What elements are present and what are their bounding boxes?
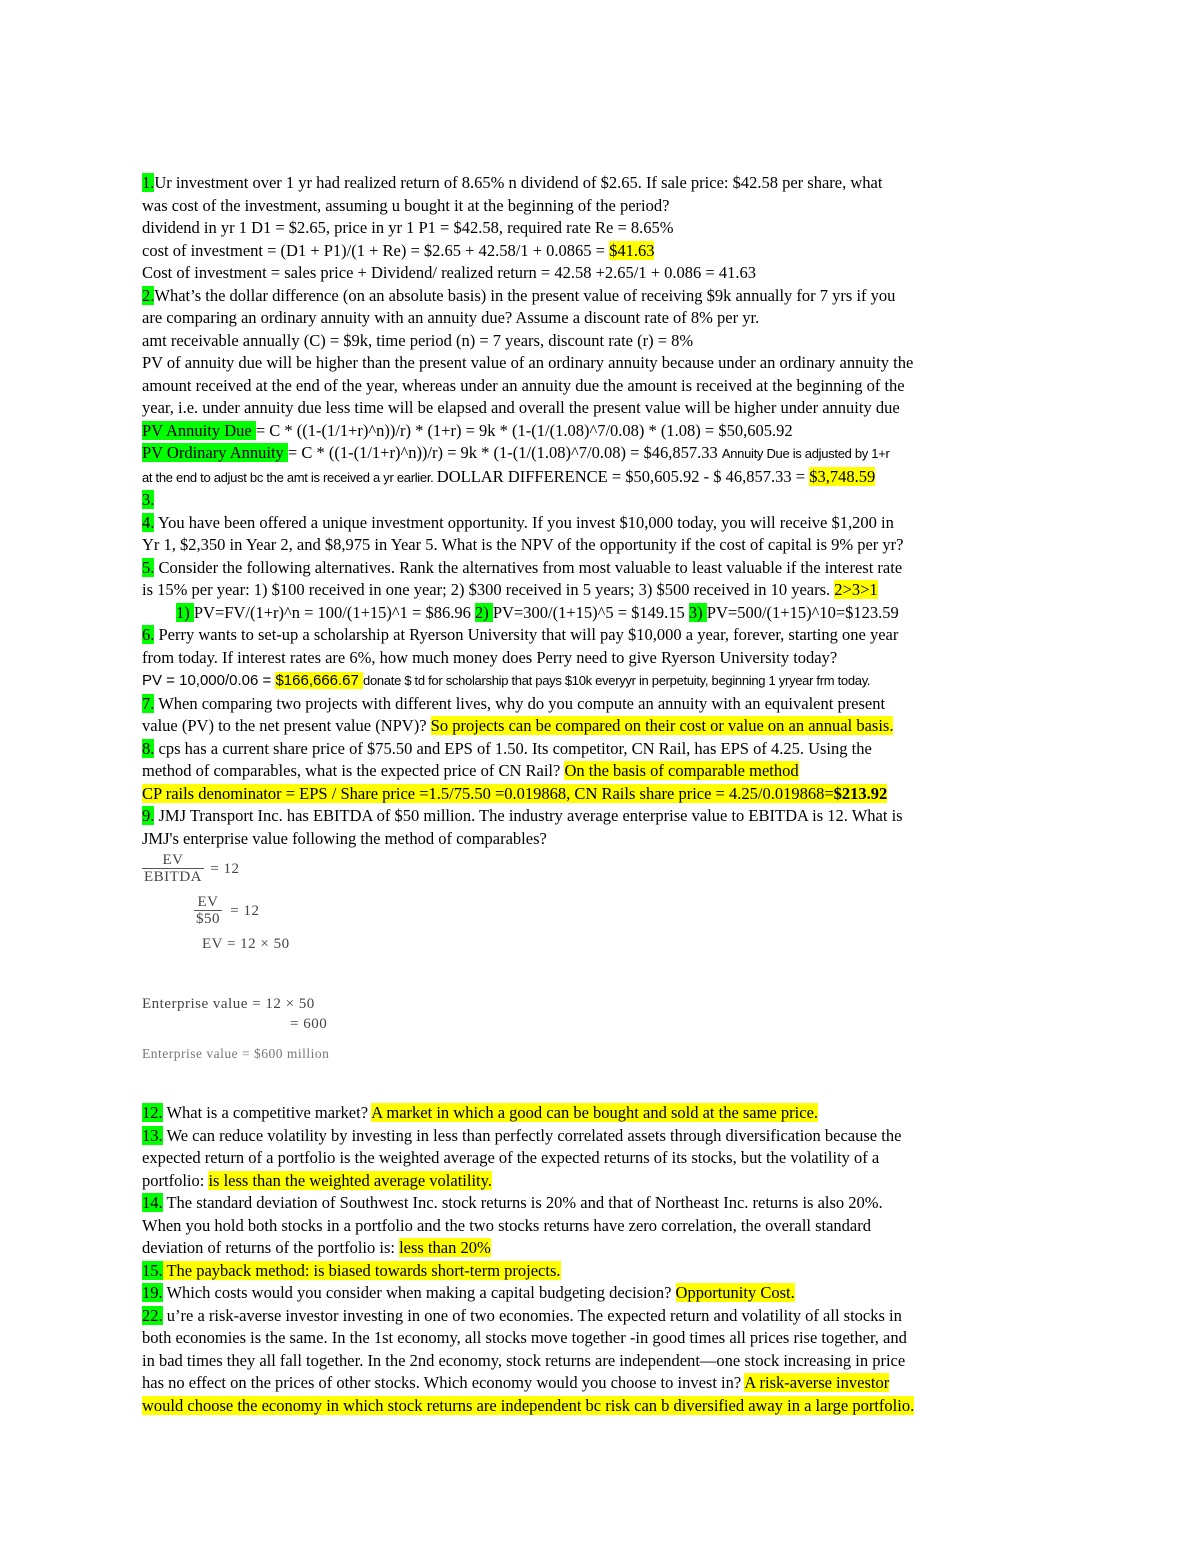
q15-answer: The payback method: is biased towards short-term projects. — [162, 1260, 561, 1280]
q19-line-1: 19. Which costs would you consider when making a capital budgeting decision? Opportunity Cost. — [142, 1283, 795, 1302]
q14-line-1: 14. The standard deviation of Southwest Inc. stock returns is 20% and that of Northeast Inc. returns is also 20%. — [142, 1193, 883, 1212]
q22-line-4: has no effect on the prices of other stocks. Which economy would you choose to invest in? A risk-averse investor — [142, 1373, 890, 1392]
q5-number: 5. — [142, 557, 155, 577]
q6-line-1: 6. Perry wants to set-up a scholarship at Ryerson University that will pay $10,000 a year, forever, starting one year — [142, 625, 899, 644]
q5-line-2: is 15% per year: 1) $100 received in one year; 2) $300 received in 5 years; 3) $500 received in 10 years. 2>3>1 — [142, 580, 878, 599]
q6-line-2: from today. If interest rates are 6%, how much money does Perry need to give Ryerson University today? — [142, 647, 838, 667]
q2-number: 2. — [142, 285, 155, 305]
q14-line-3: deviation of returns of the portfolio is: less than 20% — [142, 1238, 491, 1257]
q15-number: 15. — [142, 1260, 163, 1280]
q2-line-6: year, i.e. under annuity due less time will be elapsed and overall the present value will be higher under annuity due — [142, 398, 900, 417]
ev-ebitda-formula: $\frac{EV}{\text{EBITDA}}$ = 12 $\frac{EV}{\$50}$ = 12 EV = 12 × 50 Enterprise value = 12 × 50 = 600 Enterprise value = $600 million — [142, 852, 330, 1061]
q13-number: 13. — [142, 1125, 163, 1145]
q5-answer: 2>3>1 — [834, 580, 878, 599]
q4-number: 4. — [142, 512, 155, 532]
q9-number: 9. — [142, 806, 155, 825]
q7-answer: So projects can be compared on their cost or value on an annual basis. — [430, 716, 894, 735]
q2-line-1: 2.What’s the dollar difference (on an absolute basis) in the present value of receiving $9k annually for 7 yrs if you — [142, 285, 896, 305]
q13-line-1: 13. We can reduce volatility by investing in less than perfectly correlated assets through diversification because the — [142, 1125, 902, 1145]
q1-number: 1. — [142, 173, 155, 192]
q14-number: 14. — [142, 1193, 163, 1212]
q15-line-1 — [142, 1260, 1060, 1283]
q9-line-2: JMJ's enterprise value following the method of comparables? — [142, 828, 547, 848]
q1-line-1: 1.Ur investment over 1 yr had realized return of 8.65% n dividend of $2.65. If sale price: $42.58 per share, what — [142, 173, 883, 192]
q1-line-5: Cost of investment = sales price + Dividend/ realized return = 42.58 +2.65/1 + 0.086 = 41.63 — [142, 263, 756, 282]
q13-line-3: portfolio: is less than the weighted average volatility. — [142, 1170, 492, 1190]
q2-answer: $3,748.59 — [809, 466, 876, 486]
q8-line-2: method of comparables, what is the expected price of CN Rail? On the basis of comparable method — [142, 761, 799, 780]
q22-number: 22. — [142, 1305, 163, 1325]
q5-line-1: 5. Consider the following alternatives. Rank the alternatives from most valuable to least valuable if the interest rate — [142, 557, 903, 577]
q14-line-2: When you hold both stocks in a portfolio and the two stocks returns have zero correlation, the overall standard — [142, 1215, 872, 1235]
q19-number: 19. — [142, 1283, 163, 1302]
document-page — [142, 172, 1060, 1417]
q9-line-1: 9. JMJ Transport Inc. has EBITDA of $50 million. The industry average enterprise value to EBITDA is 12. What is — [142, 806, 903, 825]
q6-answer: $166,666.67 — [275, 672, 364, 689]
q22-answer: would choose the economy in which stock returns are independent bc risk can b diversified away in a large portfolio. — [142, 1395, 915, 1415]
q1-line-2: was cost of the investment, assuming u bought it at the beginning of the period? — [142, 195, 670, 215]
pv-annuity-due-label: PV Annuity Due — [142, 420, 256, 440]
q19-answer: Opportunity Cost. — [675, 1283, 795, 1302]
q13-line-2: expected return of a portfolio is the weighted average of the expected returns of its stocks, but the volatility of a — [142, 1148, 880, 1167]
q2-line-9: at the end to adjust bc the amt is received a yr earlier. DOLLAR DIFFERENCE = $50,605.92 - $ 46,857.33 = $3,748.59 — [142, 466, 876, 486]
q22-line-2: both economies is the same. In the 1st economy, all stocks move together -in good times all prices rise together, and — [142, 1328, 907, 1347]
q2-line-3: amt receivable annually (C) = $9k, time period (n) = 7 years, discount rate (r) = 8% — [142, 330, 694, 350]
q22-line-3: in bad times they all fall together. In the 2nd economy, stock returns are independent—one stock increasing in price — [142, 1350, 906, 1370]
q4-line-2: Yr 1, $2,350 in Year 2, and $8,975 in Year 5. What is the NPV of the opportunity if the cost of capital is 9% per yr? — [142, 535, 904, 554]
q2-line-7: PV Annuity Due = C * ((1-(1/1+r)^n))/r) * (1+r) = 9k * (1-(1/(1.08)^7/0.08) * (1.08) = $50,605.92 — [142, 420, 793, 440]
q22-line-1: 22. u’re a risk-averse investor investing in one of two economies. The expected return and volatility of all stocks in — [142, 1305, 902, 1325]
q13-answer: is less than the weighted average volatility. — [208, 1170, 492, 1190]
q7-line-2: value (PV) to the net present value (NPV)? So projects can be compared on their cost or value on an annual basis. — [142, 716, 894, 735]
q8-number: 8. — [142, 738, 155, 758]
q12-number: 12. — [142, 1103, 163, 1122]
q12-answer: A market in which a good can be bought and sold at the same price. — [371, 1103, 819, 1122]
q2-line-8: PV Ordinary Annuity = C * ((1-(1/1+r)^n))/r) = 9k * (1-(1/(1.08)^7/0.08) = $46,857.33 Annuity Due is adjusted by 1+r — [142, 443, 890, 462]
q22-line-5 — [142, 1395, 1060, 1418]
q7-line-1: 7. When comparing two projects with different lives, why do you compute an annuity with an equivalent present — [142, 693, 886, 713]
q14-answer: less than 20% — [399, 1238, 491, 1257]
q8-line-3: CP rails denominator = EPS / Share price =1.5/75.50 =0.019868, CN Rails share price = 4.25/0.019868=$213.92 — [142, 783, 888, 803]
q8-answer: $213.92 — [833, 783, 888, 803]
q8-line-1: 8. cps has a current share price of $75.50 and EPS of 1.50. Its competitor, CN Rail, has EPS of 4.25. Using the — [142, 738, 872, 758]
pv-ordinary-annuity-label: PV Ordinary Annuity — [142, 443, 288, 462]
q4-line-1: 4. You have been offered a unique investment opportunity. If you invest $10,000 today, you will receive $1,200 in — [142, 512, 894, 532]
q1-line-3: dividend in yr 1 D1 = $2.65, price in yr 1 P1 = $42.58, required rate Re = 8.65% — [142, 218, 674, 237]
q6-number: 6. — [142, 625, 155, 644]
q7-number: 7. — [142, 693, 155, 713]
q1-answer: $41.63 — [609, 240, 655, 260]
q6-line-3: PV = 10,000/0.06 = $166,666.67 donate $ td for scholarship that pays $10k everyyr in perpetuity, beginning 1 yryear frm today. — [142, 672, 871, 689]
q3-number: 3. — [142, 490, 155, 509]
q2-line-2: are comparing an ordinary annuity with an annuity due? Assume a discount rate of 8% per yr. — [142, 308, 760, 327]
q3-line — [142, 489, 1060, 512]
q12-line-1: 12. What is a competitive market? A market in which a good can be bought and sold at the same price. — [142, 1103, 819, 1122]
q5-line-3: 1) PV=FV/(1+r)^n = 100/(1+15)^1 = $86.96 2) PV=300/(1+15)^5 = $149.15 3) PV=500/(1+15)^10=$123.59 — [176, 602, 899, 622]
q1-line-4: cost of investment = (D1 + P1)/(1 + Re) = $2.65 + 42.58/1 + 0.0865 = $41.63 — [142, 240, 655, 260]
q2-line-4: PV of annuity due will be higher than the present value of an ordinary annuity because under an ordinary annuity the — [142, 353, 914, 372]
q2-line-5: amount received at the end of the year, whereas under an annuity due the amount is received at the beginning of the — [142, 375, 905, 395]
